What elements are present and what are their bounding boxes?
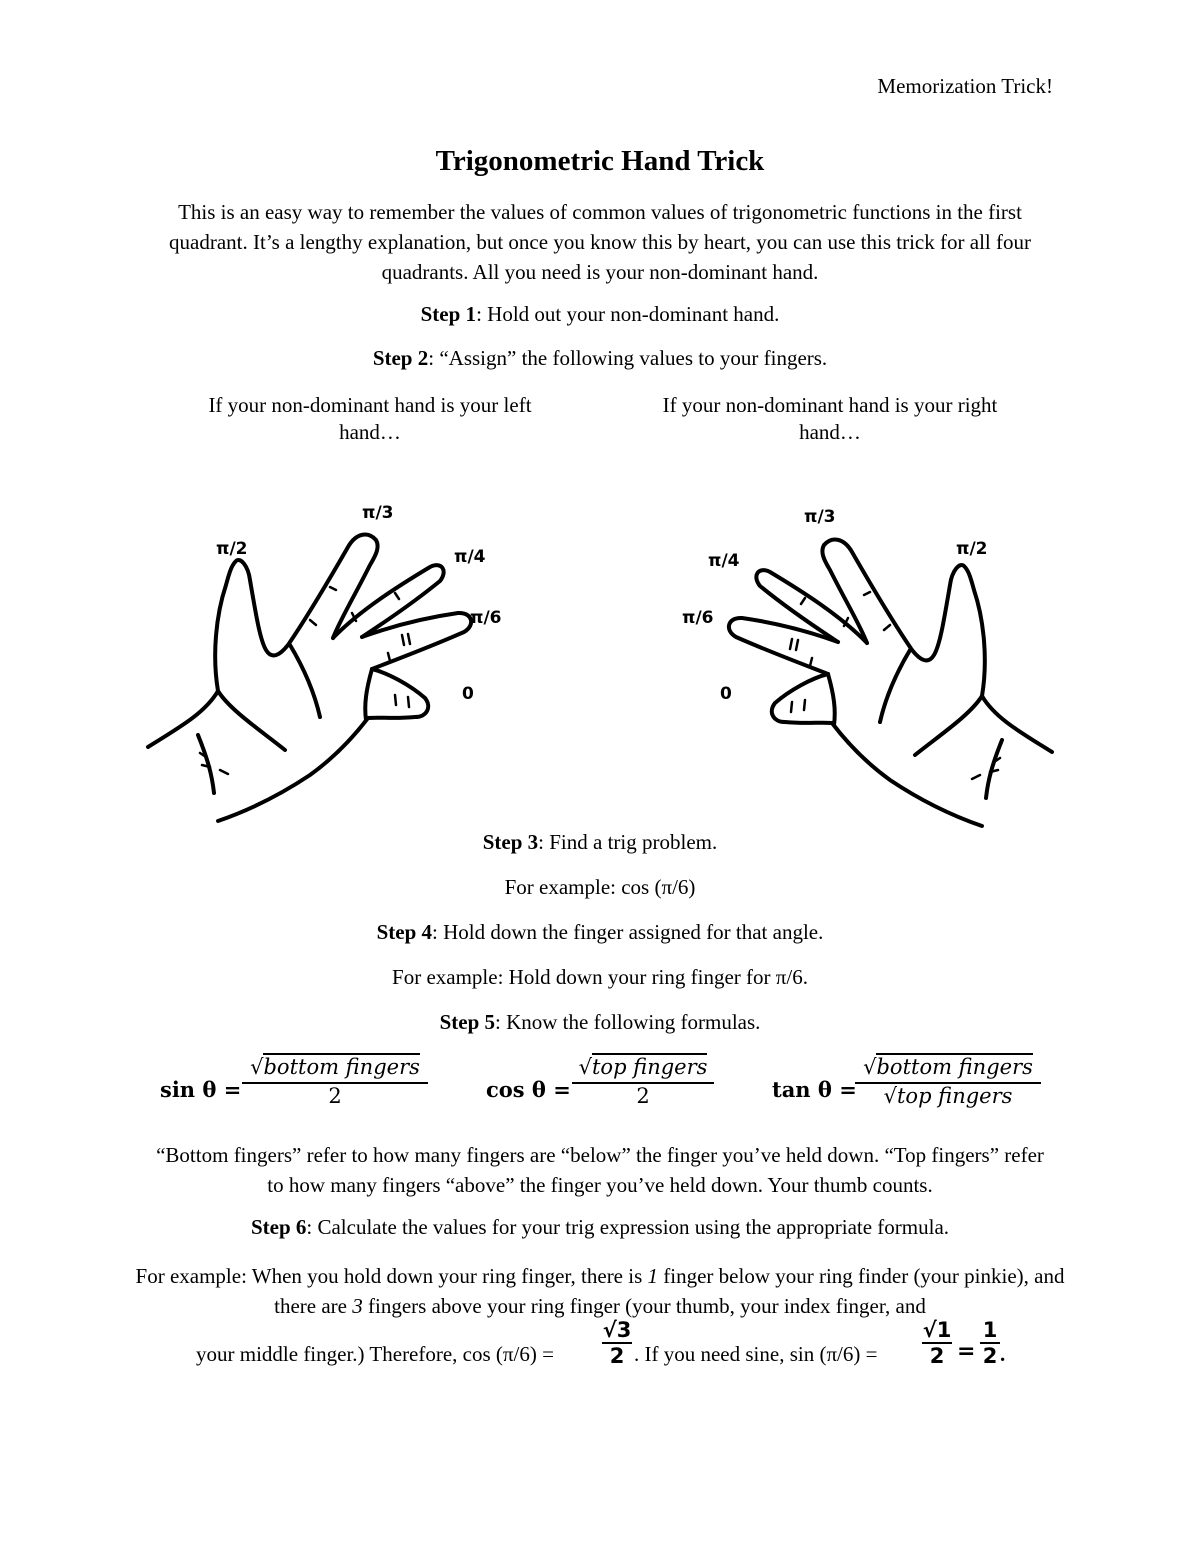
example-3: For example: cos (π/6) — [504, 875, 696, 899]
left-hand-illustration — [140, 495, 560, 830]
step-1-label: Step 1 — [420, 302, 477, 326]
sin-formula-lhs: sin θ = — [160, 1077, 242, 1102]
step-5 — [0, 1010, 1200, 1035]
explanation-paragraph: “Bottom fingers” refer to how many fingers are “below” the finger you’ve held down. “Top fingers” refer to how many fingers “above” the finger you’ve held down. Your thumb counts. — [156, 1143, 1044, 1197]
example-4: For example: Hold down your ring finger for π/6. — [392, 965, 808, 989]
step-2 — [0, 346, 1200, 371]
tan-formula-fraction — [855, 1055, 1041, 1108]
left-label-zero: 0 — [462, 684, 474, 704]
example-6-above-count: 3 — [352, 1294, 363, 1318]
right-label-pi2: π/2 — [956, 539, 988, 559]
left-label-pi2: π/2 — [216, 539, 248, 559]
example-6-paragraph: For example: When you hold down your ring finger, there is 1 finger below your ring finder (your pinkie), and there are 3 fingers above your ring finger (your thumb, your index finger, and — [135, 1264, 1065, 1318]
sin-numerator: √bottom fingers — [250, 1055, 420, 1079]
cos-result-fraction — [602, 1318, 632, 1368]
right-label-zero: 0 — [720, 684, 732, 704]
sin-formula-fraction — [242, 1055, 428, 1108]
step-4-label: Step 4 — [376, 920, 433, 944]
step-6 — [0, 1215, 1200, 1240]
cos-denominator: 2 — [636, 1084, 650, 1108]
step-2-label: Step 2 — [372, 346, 429, 370]
step-3-text: : Find a trig problem. — [538, 830, 718, 854]
right-hand-knuckle-lines — [790, 592, 1000, 779]
equals-sign: = — [957, 1339, 976, 1364]
step-6-label: Step 6 — [250, 1215, 307, 1239]
left-hand-caption: If your non-dominant hand is your left hand… — [208, 393, 532, 444]
sin-denominator: 2 — [328, 1084, 342, 1108]
cos-result-numerator: √3 — [602, 1318, 632, 1342]
step-4 — [0, 920, 1200, 945]
step-3-label: Step 3 — [482, 830, 539, 854]
step-3 — [0, 830, 1200, 855]
step-5-text: : Know the following formulas. — [495, 1010, 761, 1034]
sin-result-numerator: √1 — [922, 1318, 952, 1342]
right-hand-caption: If your non-dominant hand is your right hand… — [662, 393, 998, 444]
final-period: . — [1000, 1342, 1006, 1366]
right-label-pi3: π/3 — [804, 507, 836, 527]
left-label-pi6: π/6 — [470, 608, 502, 628]
half-denominator: 2 — [982, 1344, 998, 1368]
sin-result-fraction — [922, 1318, 952, 1368]
cos-result-denominator: 2 — [609, 1344, 625, 1368]
sin-result-denominator: 2 — [929, 1344, 945, 1368]
right-label-pi6: π/6 — [682, 608, 714, 628]
half-fraction — [980, 1318, 1000, 1368]
right-label-pi4: π/4 — [708, 551, 740, 571]
page-header: Memorization Trick! — [877, 74, 1053, 98]
right-hand-illustration — [640, 500, 1060, 835]
example-6-cos-text: your middle finger.) Therefore, cos (π/6) = — [196, 1342, 554, 1366]
cos-formula-fraction — [572, 1055, 714, 1108]
page-title: Trigonometric Hand Trick — [435, 145, 765, 177]
cos-numerator: √top fingers — [578, 1055, 708, 1079]
left-hand-knuckle-lines — [200, 587, 410, 774]
step-1 — [0, 302, 1200, 327]
left-label-pi4: π/4 — [454, 547, 486, 567]
step-1-text: : Hold out your non-dominant hand. — [476, 302, 780, 326]
step-4-text: : Hold down the finger assigned for that angle. — [432, 920, 824, 944]
half-numerator: 1 — [982, 1318, 998, 1342]
step-5-label: Step 5 — [439, 1010, 496, 1034]
step-2-text: : “Assign” the following values to your fingers. — [428, 346, 828, 370]
tan-denominator: √top fingers — [883, 1084, 1013, 1108]
right-hand-outline — [729, 540, 1052, 826]
intro-paragraph: This is an easy way to remember the values of common values of trigonometric functions in the first quadrant. It’s a lengthy explanation, but once you know this by heart, you can use this trick for all four quadrants. All you need is your non-dominant hand. — [169, 200, 1031, 284]
left-label-pi3: π/3 — [362, 503, 394, 523]
cos-formula-lhs: cos θ = — [486, 1077, 571, 1102]
example-6-sin-text: . If you need sine, sin (π/6) = — [634, 1342, 878, 1366]
step-6-text: : Calculate the values for your trig expression using the appropriate formula. — [306, 1215, 950, 1239]
tan-formula-lhs: tan θ = — [772, 1077, 857, 1102]
example-6-below-count: 1 — [647, 1264, 659, 1288]
tan-numerator: √bottom fingers — [863, 1055, 1033, 1079]
left-hand-outline — [148, 535, 471, 821]
